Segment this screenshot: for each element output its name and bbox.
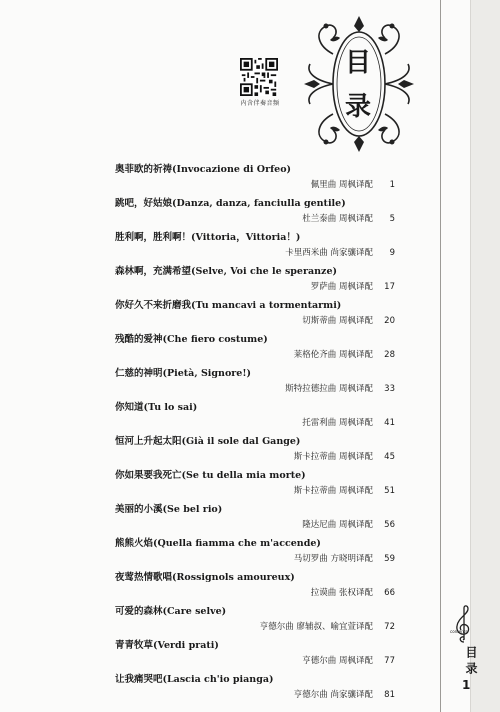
- toc-entry-title[interactable]: 奥菲欧的祈祷(Invocazione di Orfeo): [115, 164, 292, 175]
- toc-page-number: 17: [384, 282, 395, 292]
- page-edge-line: [440, 0, 441, 712]
- toc-entry-credit: [285, 246, 395, 258]
- ornamental-frame-icon: [300, 14, 418, 154]
- toc-entry[interactable]: [115, 433, 395, 467]
- toc-credit-text: 隆达尼曲 周枫译配: [302, 520, 373, 530]
- toc-entry-credit: [302, 654, 395, 666]
- toc-page-number: 28: [384, 350, 395, 360]
- page-title-top: 目: [344, 48, 371, 78]
- toc-entry[interactable]: [115, 365, 395, 399]
- toc-entry-credit: [260, 620, 395, 632]
- toc-credit-text: 托雷利曲 周枫译配: [302, 418, 373, 428]
- toc-entry-title[interactable]: 跳吧，好姑娘(Danza, danza, fanciulla gentile): [115, 198, 346, 209]
- toc-entry-credit: [294, 484, 395, 496]
- toc-entry[interactable]: [115, 399, 395, 433]
- toc-entry-title[interactable]: 森林啊，充满希望(Selve, Voi che le speranze): [115, 266, 337, 277]
- toc-credit-text: 拉谟曲 张权译配: [310, 588, 373, 598]
- margin-page-number: 1: [462, 678, 471, 692]
- toc-credit-text: 斯特拉德拉曲 周枫译配: [285, 384, 373, 394]
- toc-entry-credit: [302, 314, 395, 326]
- toc-page-number: 33: [384, 384, 395, 394]
- toc-credit-text: 斯卡拉蒂曲 周枫译配: [293, 486, 373, 496]
- toc-entry-title[interactable]: 你知道(Tu lo sai): [115, 402, 198, 413]
- toc-page-number: 66: [384, 588, 395, 598]
- toc-credit-text: 马切罗曲 方晓明译配: [293, 554, 373, 564]
- toc-entry-credit: [302, 518, 395, 530]
- page-title-bottom: 录: [344, 92, 371, 122]
- toc-entry-credit: [285, 382, 395, 394]
- toc-page-number: 77: [384, 656, 395, 666]
- toc-credit-text: 佩里曲 周枫译配: [310, 180, 373, 190]
- toc-credit-text: 亨德尔曲 廖辅叔、喻宜萱译配: [259, 622, 373, 632]
- table-of-contents: [115, 161, 395, 705]
- toc-entry[interactable]: [115, 331, 395, 365]
- treble-clef-icon: [452, 604, 474, 644]
- qr-code-icon[interactable]: [240, 58, 278, 96]
- toc-entry[interactable]: [115, 671, 395, 705]
- toc-entry[interactable]: [115, 637, 395, 671]
- margin-tiny-text: contents: [450, 629, 468, 634]
- toc-entry-title[interactable]: 可爱的森林(Care selve): [115, 606, 227, 617]
- toc-entry-title[interactable]: 仁慈的神明(Pietà, Signore!): [115, 368, 252, 379]
- toc-entry-title[interactable]: 残酷的爱神(Che fiero costume): [115, 334, 268, 345]
- toc-page-number: 81: [384, 690, 395, 700]
- toc-entry-title[interactable]: 胜利啊，胜利啊！(Vittoria，Vittoria！): [115, 232, 301, 243]
- toc-credit-text: 卡里西米曲 尚家骧译配: [285, 248, 373, 258]
- toc-entry[interactable]: [115, 229, 395, 263]
- toc-page-number: 56: [384, 520, 395, 530]
- toc-entry-credit: [294, 552, 395, 564]
- toc-entry-credit: [294, 688, 395, 700]
- toc-entry-credit: [302, 416, 395, 428]
- toc-credit-text: 亨德尔曲 周枫译配: [302, 656, 373, 666]
- toc-entry-title[interactable]: 你好久不来折磨我(Tu mancavi a tormentarmi): [115, 300, 342, 311]
- toc-page-number: 59: [384, 554, 395, 564]
- toc-entry-credit: [311, 280, 395, 292]
- toc-entry-credit: [294, 450, 395, 462]
- toc-page-number: 72: [384, 622, 395, 632]
- margin-section-label: 目录: [464, 646, 478, 678]
- toc-entry-credit: [302, 212, 395, 224]
- toc-credit-text: 莱格伦齐曲 周枫译配: [293, 350, 373, 360]
- toc-entry-title[interactable]: 熊熊火焰(Quella fiamma che m'accende): [115, 538, 321, 549]
- toc-entry-credit: [311, 586, 395, 598]
- toc-page-number: 9: [389, 248, 395, 258]
- toc-page-number: 45: [384, 452, 395, 462]
- toc-entry[interactable]: [115, 603, 395, 637]
- toc-entry-title[interactable]: 夜莺热情歌唱(Rossignols amoureux): [115, 572, 295, 583]
- qr-caption: 内含伴奏音频: [240, 100, 280, 107]
- toc-entry[interactable]: [115, 467, 395, 501]
- toc-entry-credit: [294, 348, 395, 360]
- toc-credit-text: 斯卡拉蒂曲 周枫译配: [293, 452, 373, 462]
- toc-page-number: 1: [389, 180, 395, 190]
- toc-entry-title[interactable]: 恒河上升起太阳(Già il sole dal Gange): [115, 436, 301, 447]
- toc-entry-title[interactable]: 你如果要我死亡(Se tu della mia morte): [115, 470, 306, 481]
- toc-credit-text: 罗萨曲 周枫译配: [310, 282, 373, 292]
- toc-entry[interactable]: [115, 195, 395, 229]
- toc-entry-title[interactable]: 美丽的小溪(Se bel rio): [115, 504, 223, 515]
- toc-page-number: 5: [389, 214, 395, 224]
- toc-entry[interactable]: [115, 535, 395, 569]
- toc-entry[interactable]: [115, 263, 395, 297]
- toc-entry-title[interactable]: 让我痛哭吧(Lascia ch'io pianga): [115, 674, 274, 685]
- page-margin-strip: [470, 0, 500, 712]
- toc-credit-text: 杜兰泰曲 周枫译配: [302, 214, 373, 224]
- toc-page-number: 41: [384, 418, 395, 428]
- toc-credit-text: 亨德尔曲 尚家骧译配: [293, 690, 373, 700]
- toc-credit-text: 切斯蒂曲 周枫译配: [302, 316, 373, 326]
- toc-entry[interactable]: [115, 297, 395, 331]
- toc-page-number: 20: [384, 316, 395, 326]
- toc-entry[interactable]: [115, 569, 395, 603]
- toc-entry[interactable]: [115, 161, 395, 195]
- toc-page-number: 51: [384, 486, 395, 496]
- toc-entry-title[interactable]: 青青牧草(Verdi prati): [115, 640, 219, 651]
- toc-entry-credit: [311, 178, 395, 190]
- toc-entry[interactable]: [115, 501, 395, 535]
